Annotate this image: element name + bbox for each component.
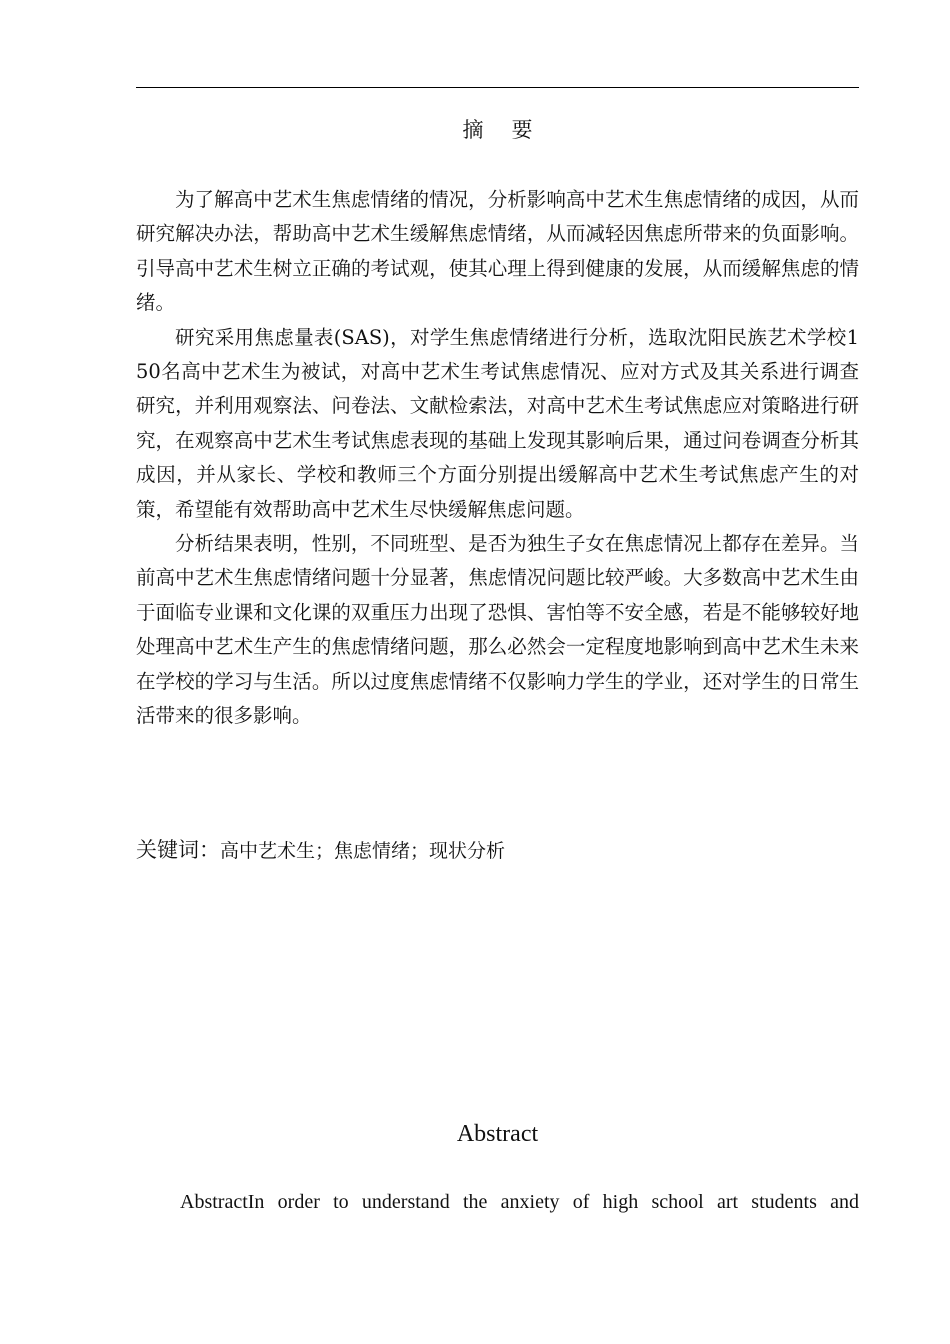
abstract-paragraph-3: 分析结果表明，性别，不同班型、是否为独生子女在焦虑情况上都存在差异。当前高中艺术生焦虑情绪问题十分显著，焦虑情况问题比较严峻。大多数高中艺术生由于面临专业课和文化课的双重压力出现了恐惧、害怕等不安全感，若是不能够较好地处理高中艺术生产生的焦虑情绪问题，那么必然会一定程度地影响到高中艺术生未来在学校的学习与生活。所以过度焦虑情绪不仅影响力学生的学业，还对学生的日常生活带来的很多影响。 [136,532,859,728]
abstract-paragraph-en: AbstractIn order to understand the anxiety of high school art students and [180,1191,859,1213]
abstract-paragraph-1: 为了解高中艺术生焦虑情绪的情况，分析影响高中艺术生焦虑情绪的成因，从而研究解决办法，帮助高中艺术生缓解焦虑情绪，从而减轻因焦虑所带来的负面影响。引导高中艺术生树立正确的考试观，使其心理上得到健康的发展，从而缓解焦虑的情绪。 [136,188,859,315]
keywords-label: 关键词： [136,838,220,862]
keywords-value: 高中艺术生；焦虑情绪；现状分析 [220,840,506,862]
abstract-title-en: Abstract [456,1121,539,1147]
abstract-title-cn: 摘要 [462,118,561,142]
abstract-body-cn [136,183,859,734]
keywords-line [136,833,859,868]
abstract-paragraph-2: 研究采用焦虑量表(SAS)，对学生焦虑情绪进行分析，选取沈阳民族艺术学校150名高中艺术生为被试，对高中艺术生考试焦虑情况、应对方式及其关系进行调查研究，并利用观察法、问卷法、文献检索法，对高中艺术生考试焦虑应对策略进行研究，在观察高中艺术生考试焦虑表现的基础上发现其影响后果，通过问卷调查分析其成因，并从家长、学校和教师三个方面分别提出缓解高中艺术生考试焦虑产生的对策，希望能有效帮助高中艺术生尽快缓解焦虑问题。 [136,325,859,521]
header-rule [136,87,859,88]
